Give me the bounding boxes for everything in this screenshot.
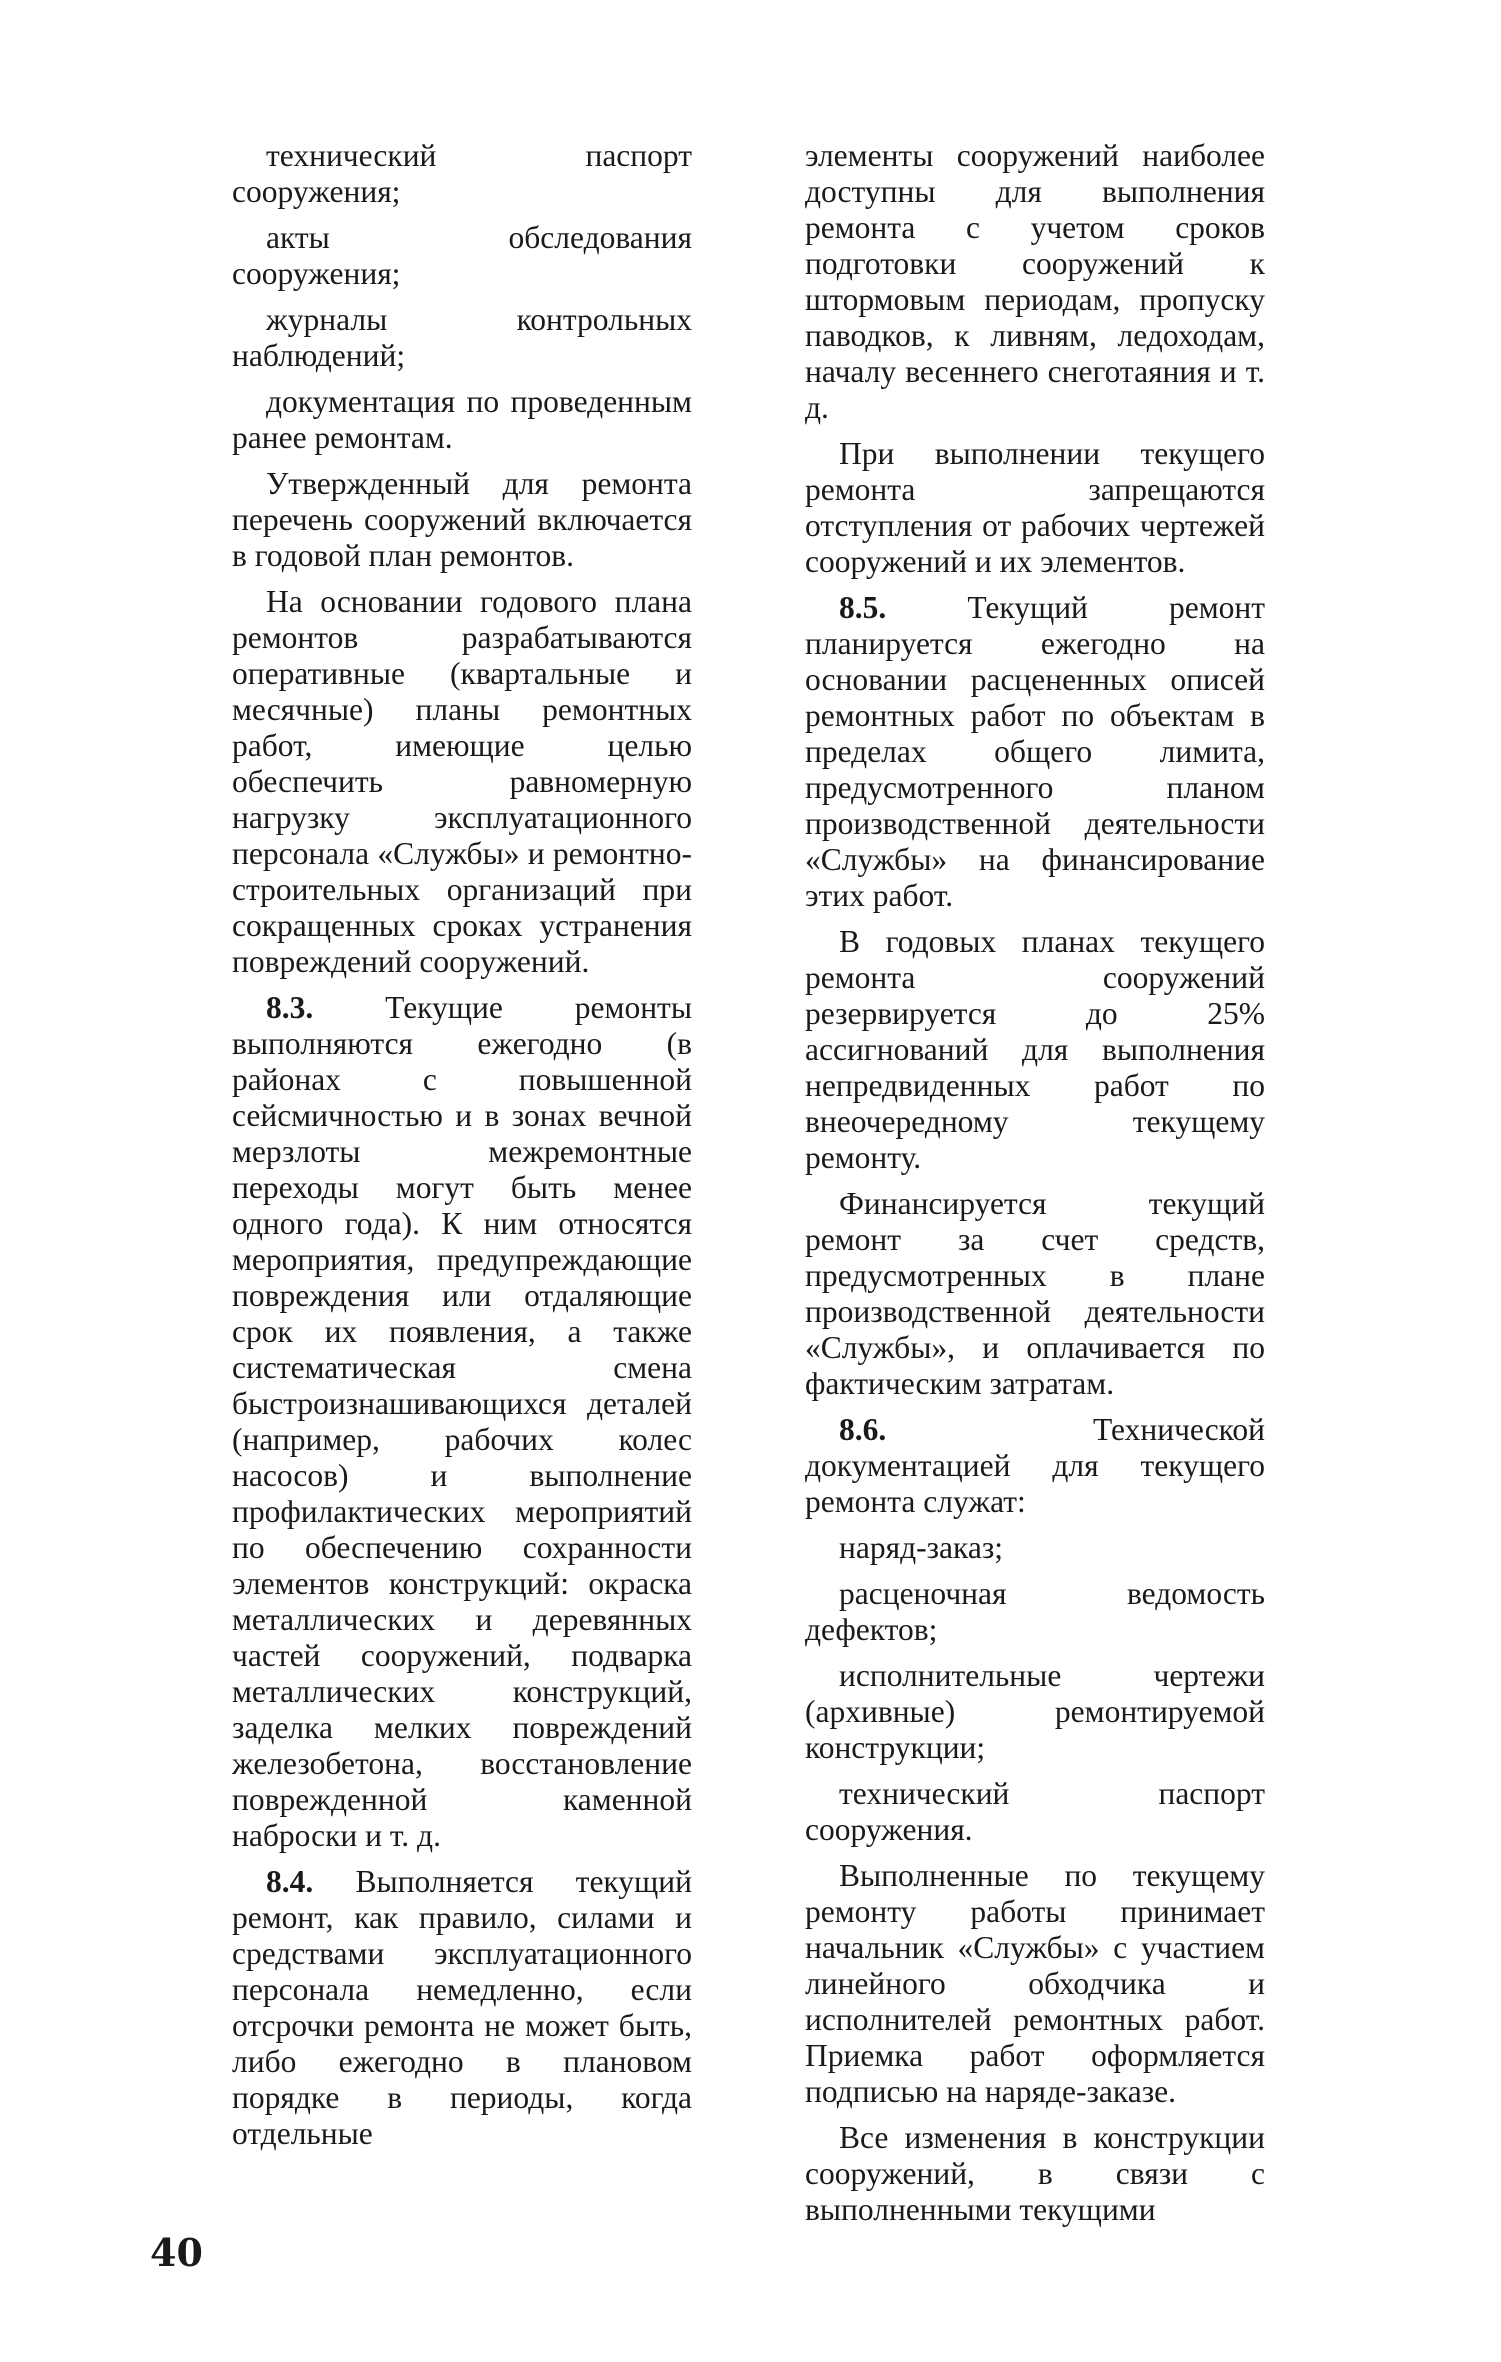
paragraph: На основании годового плана ремонтов разрабатываются оперативные (квартальные и месячные) планы ремонтных работ, имеющие целью обеспечить равномерную нагрузку эксплуатационного персонала «Службы» и ремонтно-строительных организаций при сокращенных сроках устранения повреждений сооружений.: [232, 584, 692, 979]
paragraph: Все изменения в конструкции сооружений, в связи с выполненными текущими: [805, 2120, 1265, 2227]
paragraph-8-4: 8.4. Выполняется текущий ремонт, как правило, силами и средствами эксплуатационного персонала немедленно, если отсрочки ремонта не может быть, либо ежегодно в плановом порядке в периоды, когда отдельные: [232, 1864, 693, 2151]
paragraph-8-3: 8.3. Текущие ремонты выполняются ежегодно (в районах с повышенной сейсмичностью и в зонах вечной мерзлоты межремонтные переходы могут быть менее одного года). К ним относятся мероприятия, предупреждающие повреждения или отдаляющие срок их появления, а также систематическая смена быстроизнашивающихся деталей (например, рабочих колес насосов) и выполнение профилактических мероприятий по обеспечению сохранности элементов конструкций: окраска металлических и деревянных частей сооружений, подварка металлических конструкций, заделка мелких повреждений железобетона, восстановление поврежденной каменной наброски и т. д.: [232, 990, 692, 1853]
paragraph: В годовых планах текущего ремонта сооружений резервируется до 25% ассигнований для выполнения непредвиденных работ по внеочередному текущему ремонту.: [805, 924, 1265, 1175]
paragraph-8-6: 8.6. Технической документацией для текущего ремонта служат:: [805, 1412, 1265, 1519]
list-item: наряд-заказ;: [839, 1530, 1004, 1565]
paragraph-8-5: 8.5. Текущий ремонт планируется ежегодно на основании расцененных описей ремонтных работ по объектам в пределах общего лимита, предусмотренного планом производственной деятельности «Службы» на финансирование этих работ.: [805, 590, 1266, 913]
paragraph: Финансируется текущий ремонт за счет средств, предусмотренных в плане производственной деятельности «Службы», и оплачивается по фактическим затратам.: [805, 1186, 1265, 1401]
list-item: расценочная ведомость дефектов;: [805, 1576, 1265, 1647]
page-number: 40: [150, 2230, 203, 2275]
paragraph: документация по проведенным ранее ремонтам.: [232, 384, 692, 455]
paragraph: При выполнении текущего ремонта запрещаются отступления от рабочих чертежей сооружений и их элементов.: [805, 436, 1265, 579]
list-item: исполнительные чертежи (архивные) ремонтируемой конструкции;: [805, 1658, 1265, 1765]
right-column: [805, 138, 1265, 2238]
paragraph: Утвержденный для ремонта перечень сооружений включается в годовой план ремонтов.: [232, 466, 692, 573]
paragraph: элементы сооружений наиболее доступны для выполнения ремонта с учетом сроков подготовки сооружений к штормовым периодам, пропуску паводков, к ливням, ледоходам, началу весеннего снеготаяния и т. д.: [805, 138, 1265, 425]
paragraph: Выполненные по текущему ремонту работы принимает начальник «Службы» с участием линейного обходчика и исполнителей ремонтных работ. Приемка работ оформляется подписью на наряде-заказе.: [805, 1858, 1265, 2109]
list-item: технический паспорт сооружения.: [805, 1776, 1265, 1847]
left-column: [232, 138, 692, 2162]
paragraph: журналы контрольных наблюдений;: [232, 302, 692, 373]
paragraph: технический паспорт сооружения;: [232, 138, 692, 209]
paragraph: акты обследования сооружения;: [232, 220, 692, 291]
